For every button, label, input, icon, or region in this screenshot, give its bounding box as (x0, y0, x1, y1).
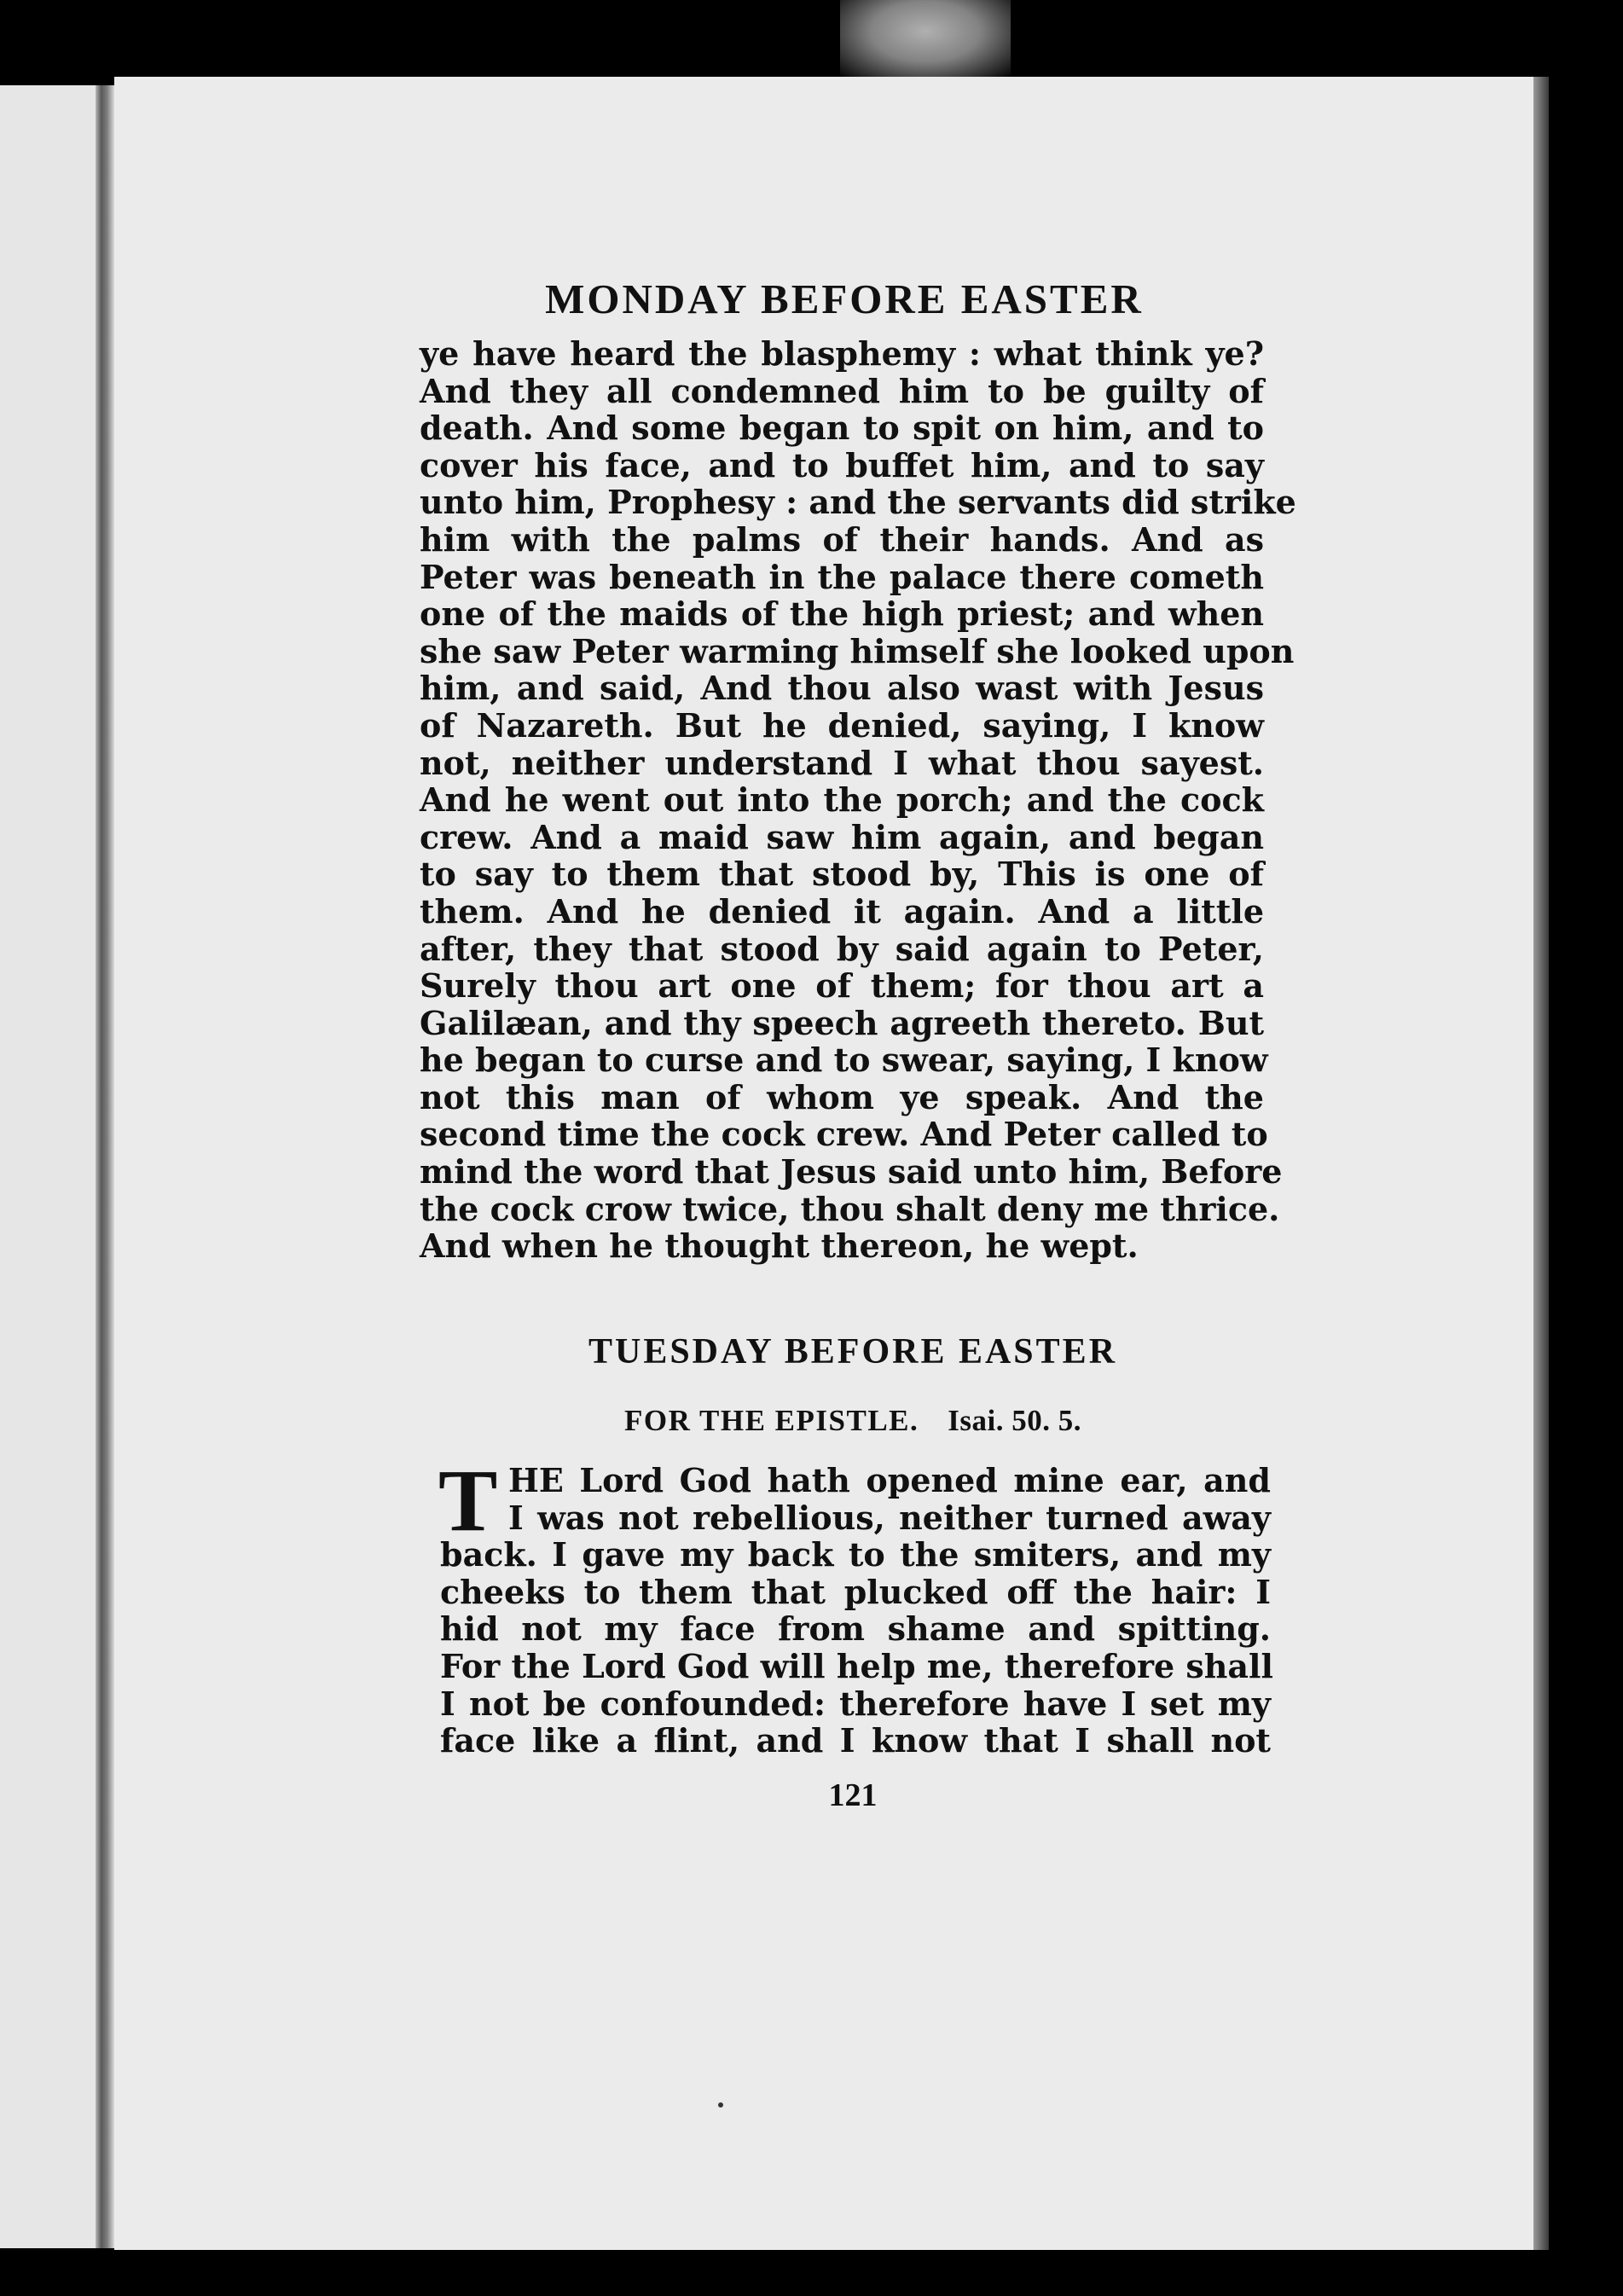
section-heading: TUESDAY BEFORE EASTER (588, 1332, 1118, 1371)
text-line: Peter was beneath in the palace there cometh (420, 557, 1264, 596)
epistle-text (438, 1452, 1273, 1760)
facing-page-edge (0, 85, 101, 2248)
text-line: one of the maids of the high priest; and when (420, 594, 1264, 634)
text-line: mind the word that Jesus said unto him, Before (420, 1152, 1283, 1191)
text-line: For the Lord God will help me, therefore shall (440, 1646, 1273, 1685)
text-line: him, and said, And thou also wast with Jesus (420, 669, 1264, 708)
book-gutter (96, 85, 114, 2248)
text-line: the cock crow twice, thou shalt deny me thrice. (420, 1189, 1280, 1228)
text-line: death. And some began to spit on him, and to (420, 409, 1264, 448)
text-line: him with the palms of their hands. And as (420, 519, 1264, 559)
text-line: hid not my face from shame and spitting. (440, 1609, 1271, 1649)
running-head: MONDAY BEFORE EASTER (545, 275, 1144, 322)
text-line: after, they that stood by said again to Peter, (420, 929, 1264, 968)
page-edge-shadow (1533, 77, 1549, 2250)
text-line: I was not rebellious, neither turned away (508, 1498, 1271, 1537)
text-line: not, neither understand I what thou sayest. (420, 743, 1264, 782)
text-line: cover his face, and to buffet him, and to say (420, 445, 1264, 484)
text-line: to say to them that stood by, This is one of (420, 855, 1264, 894)
monday-text (420, 334, 1296, 1266)
text-line: she saw Peter warming himself she looked upon (420, 631, 1295, 670)
page-number: 121 (828, 1777, 878, 1813)
text-line: I not be confounded: therefore have I set my (440, 1684, 1271, 1723)
text-line: Galilæan, and thy speech agreeth thereto. But (420, 1003, 1264, 1042)
text-line: not this man of whom ye speak. And the (420, 1077, 1264, 1116)
epistle-reference: Isai. 50. 5. (948, 1404, 1081, 1437)
text-line: HE Lord God hath opened mine ear, and (508, 1461, 1271, 1499)
text-line: ye have heard the blasphemy : what think ye? (420, 334, 1264, 373)
paper-speck (718, 2102, 723, 2108)
torn-paper-fragment (840, 0, 1011, 78)
text-line: them. And he denied it again. And a little (420, 891, 1264, 931)
text-line: crew. And a maid saw him again, and began (420, 817, 1264, 856)
text-line: And they all condemned him to be guilty of (420, 371, 1264, 410)
epistle-heading (426, 1404, 1279, 1438)
text-line: Surely thou art one of them; for thou art a (420, 966, 1264, 1006)
text-line: back. I gave my back to the smiters, and my (440, 1535, 1271, 1574)
text-line: unto him, Prophesy : and the servants did strike (420, 483, 1296, 522)
epistle-label: FOR THE EPISTLE. (624, 1404, 919, 1437)
text-line: cheeks to them that plucked off the hair: I (440, 1572, 1271, 1611)
text-line: And when he thought thereon, he wept. (420, 1226, 1139, 1266)
text-line: of Nazareth. But he denied, saying, I know (420, 705, 1264, 745)
text-line: second time the cock crew. And Peter called to (420, 1115, 1268, 1154)
drop-cap: T (438, 1452, 498, 1550)
text-line: face like a flint, and I know that I shall not (440, 1721, 1271, 1760)
text-line: he began to curse and to swear, saying, I know (420, 1041, 1268, 1080)
text-line: And he went out into the porch; and the cock (420, 780, 1264, 820)
